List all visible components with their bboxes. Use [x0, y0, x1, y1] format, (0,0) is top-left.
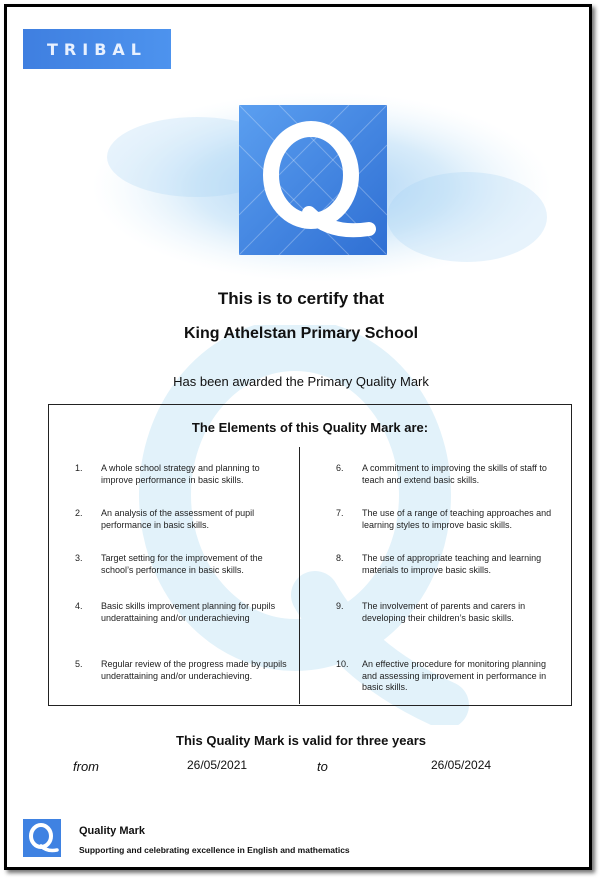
item-text: A commitment to improving the skills of staff to teach and extend basic skills. — [362, 463, 547, 485]
item-number: 10. — [336, 659, 349, 669]
from-label: from — [73, 759, 99, 774]
item-text: A whole school strategy and planning to improve performance in basic skills. — [101, 463, 260, 485]
item-number: 6. — [336, 463, 344, 473]
item-number: 5. — [75, 659, 83, 669]
item-text: Regular review of the progress made by pupils underattaining and/or underachieving. — [101, 659, 287, 681]
item-text: An effective procedure for monitoring planning and assessing improvement in performance in basic skills. — [362, 659, 547, 692]
list-item — [336, 508, 558, 531]
list-item — [336, 463, 558, 486]
quality-mark-small-icon — [23, 819, 61, 857]
list-item — [75, 463, 287, 486]
list-item — [75, 601, 287, 624]
item-number: 2. — [75, 508, 83, 518]
validity-headline: This Quality Mark is valid for three years — [176, 733, 426, 748]
item-text: The use of a range of teaching approaches and learning styles to improve basic skills. — [362, 508, 552, 530]
item-number: 1. — [75, 463, 83, 473]
item-number: 7. — [336, 508, 344, 518]
school-name: King Athelstan Primary School — [183, 325, 419, 342]
item-text: Basic skills improvement planning for pupils underattaining and/or underachieving — [101, 601, 276, 623]
list-item — [336, 553, 558, 576]
footer-title: Quality Mark — [79, 825, 146, 837]
item-number: 4. — [75, 601, 83, 611]
item-number: 9. — [336, 601, 344, 611]
tribal-logo: TRIBAL — [23, 29, 171, 69]
from-date: 26/05/2021 — [187, 758, 248, 772]
item-text: The involvement of parents and carers in developing their children’s basic skills. — [362, 601, 526, 623]
certify-line: This is to certify that — [217, 289, 385, 308]
to-label: to — [317, 759, 328, 774]
list-item — [336, 659, 558, 694]
list-item — [75, 659, 287, 682]
to-date: 26/05/2024 — [431, 758, 492, 772]
list-item — [75, 508, 287, 531]
item-number: 8. — [336, 553, 344, 563]
elements-box — [48, 404, 572, 706]
list-item — [336, 601, 558, 624]
elements-title: The Elements of this Quality Mark are: — [191, 420, 429, 435]
list-item — [75, 553, 287, 576]
item-number: 3. — [75, 553, 83, 563]
item-text: An analysis of the assessment of pupil performance in basic skills. — [101, 508, 255, 530]
footer-subtitle: Supporting and celebrating excellence in English and mathematics — [79, 845, 350, 855]
item-text: Target setting for the improvement of the school’s performance in basic skills. — [101, 553, 263, 575]
certificate-frame — [4, 4, 592, 870]
quality-mark-q-icon — [239, 105, 387, 255]
item-text: The use of appropriate teaching and learning materials to improve basic skills. — [362, 553, 542, 575]
awarded-line: Has been awarded the Primary Quality Mark — [173, 374, 429, 389]
column-divider — [299, 447, 300, 704]
